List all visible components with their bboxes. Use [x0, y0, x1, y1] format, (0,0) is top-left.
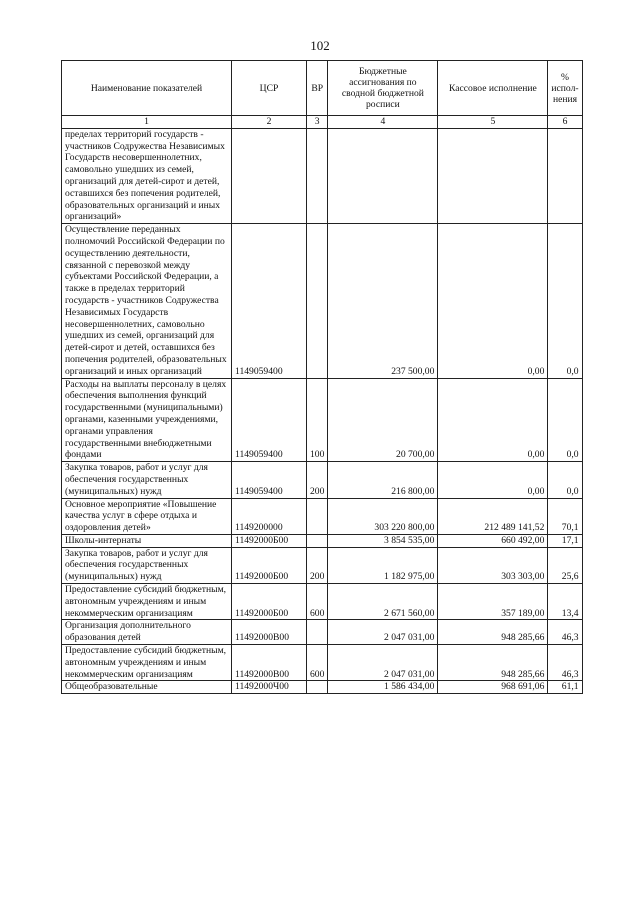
vr-cell: 200 — [307, 462, 328, 498]
header-indicator-name: Наименование показателей — [62, 61, 232, 116]
cash-cell: 948 285,66 — [438, 645, 548, 681]
csr-cell: 1149059400 — [232, 462, 307, 498]
header-csr: ЦСР — [232, 61, 307, 116]
vr-cell: 600 — [307, 645, 328, 681]
table-row — [62, 620, 583, 645]
table-row — [62, 547, 583, 583]
vr-cell — [307, 681, 328, 694]
column-index: 3 — [307, 116, 328, 129]
budget-execution-table — [61, 60, 583, 694]
cash-cell: 0,00 — [438, 462, 548, 498]
budget-cell: 216 800,00 — [328, 462, 438, 498]
cash-cell: 0,00 — [438, 224, 548, 378]
vr-cell: 600 — [307, 584, 328, 620]
budget-cell: 1 586 434,00 — [328, 681, 438, 694]
budget-cell: 2 047 031,00 — [328, 620, 438, 645]
cash-cell: 212 489 141,52 — [438, 498, 548, 534]
vr-cell — [307, 498, 328, 534]
indicator-name-cell: Общеобразовательные — [62, 681, 232, 694]
cash-cell: 303 303,00 — [438, 547, 548, 583]
csr-cell: 11492000В00 — [232, 645, 307, 681]
budget-cell — [328, 128, 438, 223]
csr-cell: 11492000В00 — [232, 620, 307, 645]
column-index: 1 — [62, 116, 232, 129]
table-row — [62, 462, 583, 498]
header-budget-allocations: Бюджетные ассигнования по сводной бюджетной росписи — [328, 61, 438, 116]
percent-cell: 0,0 — [548, 224, 582, 378]
csr-cell: 11492000Ч00 — [232, 681, 307, 694]
cash-cell: 357 189,00 — [438, 584, 548, 620]
indicator-name-cell: Организация дополнительного образования детей — [62, 620, 232, 645]
table-row — [62, 645, 583, 681]
budget-cell: 237 500,00 — [328, 224, 438, 378]
csr-cell: 1149059400 — [232, 224, 307, 378]
csr-cell: 11492000Б00 — [232, 534, 307, 547]
table-row — [62, 224, 583, 378]
table-row — [62, 681, 583, 694]
table-row — [62, 584, 583, 620]
table-row — [62, 498, 583, 534]
header-vr: ВР — [307, 61, 328, 116]
column-index: 5 — [438, 116, 548, 129]
budget-cell: 1 182 975,00 — [328, 547, 438, 583]
csr-cell: 1149059400 — [232, 378, 307, 462]
percent-cell: 25,6 — [548, 547, 582, 583]
cash-cell: 0,00 — [438, 378, 548, 462]
indicator-name-cell: пределах территорий государств - участников Содружества Независимых Государств несовершеннолетних, самовольно ушедших из семей, организаций для детей-сирот и детей, оставшихся без попечения родителей, образовательных организаций и иных организаций» — [62, 128, 232, 223]
vr-cell — [307, 128, 328, 223]
indicator-name-cell: Закупка товаров, работ и услуг для обеспечения государственных (муниципальных) нужд — [62, 462, 232, 498]
table-header-row — [62, 61, 583, 116]
budget-cell: 3 854 535,00 — [328, 534, 438, 547]
percent-cell: 46,3 — [548, 645, 582, 681]
vr-cell — [307, 534, 328, 547]
column-index: 6 — [548, 116, 582, 129]
indicator-name-cell: Осуществление переданных полномочий Российской Федерации по осуществлению деятельности, связанной с перевозкой между субъектами Российской Федерации, а также в пределах территорий государств - участников Содружества Независимых Государств несовершеннолетних, самовольно ушедших из семей, организаций для детей-сирот и детей, оставшихся без попечения родителей, образовательных организаций и иных организаций — [62, 224, 232, 378]
vr-cell: 100 — [307, 378, 328, 462]
table-row — [62, 128, 583, 223]
vr-cell — [307, 224, 328, 378]
column-index-row — [62, 116, 583, 129]
indicator-name-cell: Школы-интернаты — [62, 534, 232, 547]
percent-cell: 70,1 — [548, 498, 582, 534]
table-row — [62, 534, 583, 547]
indicator-name-cell: Предоставление субсидий бюджетным, автономным учреждениям и иным некоммерческим организациям — [62, 584, 232, 620]
cash-cell: 968 691,06 — [438, 681, 548, 694]
percent-cell: 61,1 — [548, 681, 582, 694]
vr-cell — [307, 620, 328, 645]
percent-cell: 46,3 — [548, 620, 582, 645]
cash-cell: 660 492,00 — [438, 534, 548, 547]
header-execution-percent: % испол-нения — [548, 61, 582, 116]
table-row — [62, 378, 583, 462]
percent-cell: 0,0 — [548, 378, 582, 462]
csr-cell — [232, 128, 307, 223]
table-body — [62, 128, 583, 693]
indicator-name-cell: Предоставление субсидий бюджетным, автономным учреждениям и иным некоммерческим организациям — [62, 645, 232, 681]
budget-cell: 2 047 031,00 — [328, 645, 438, 681]
header-cash-execution: Кассовое исполнение — [438, 61, 548, 116]
column-index: 2 — [232, 116, 307, 129]
budget-cell: 20 700,00 — [328, 378, 438, 462]
percent-cell: 17,1 — [548, 534, 582, 547]
percent-cell: 0,0 — [548, 462, 582, 498]
cash-cell: 948 285,66 — [438, 620, 548, 645]
cash-cell — [438, 128, 548, 223]
vr-cell: 200 — [307, 547, 328, 583]
percent-cell: 13,4 — [548, 584, 582, 620]
column-index: 4 — [328, 116, 438, 129]
csr-cell: 11492000Б00 — [232, 547, 307, 583]
budget-cell: 2 671 560,00 — [328, 584, 438, 620]
indicator-name-cell: Расходы на выплаты персоналу в целях обеспечения выполнения функций государственными (муниципальными) органами, казенными учреждениями, органами управления государственными внебюджетными фондами — [62, 378, 232, 462]
page-number: 102 — [310, 38, 330, 53]
csr-cell: 11492000Б00 — [232, 584, 307, 620]
indicator-name-cell: Закупка товаров, работ и услуг для обеспечения государственных (муниципальных) нужд — [62, 547, 232, 583]
budget-cell: 303 220 800,00 — [328, 498, 438, 534]
indicator-name-cell: Основное мероприятие «Повышение качества услуг в сфере отдыха и оздоровления детей» — [62, 498, 232, 534]
csr-cell: 1149200000 — [232, 498, 307, 534]
percent-cell — [548, 128, 582, 223]
